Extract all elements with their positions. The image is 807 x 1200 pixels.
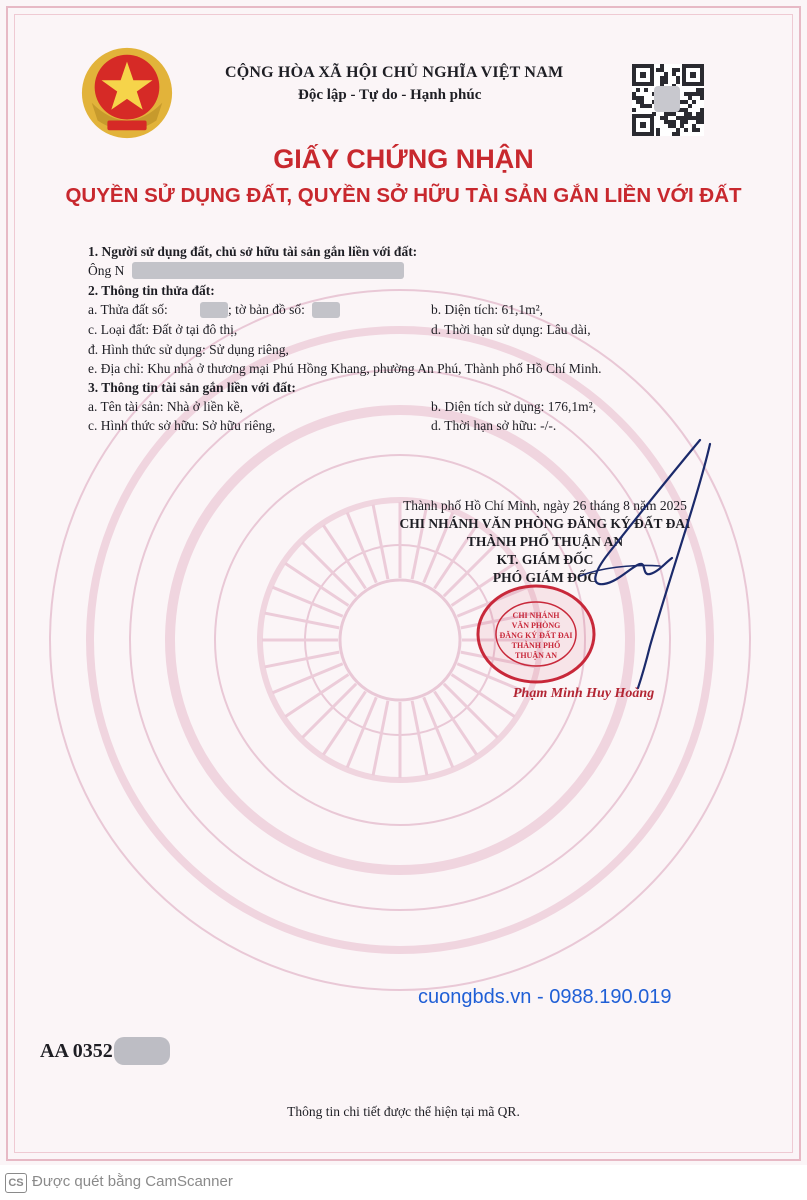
owner-prefix: Ông N <box>88 263 125 278</box>
svg-text:THÀNH PHỐ: THÀNH PHỐ <box>511 641 561 650</box>
svg-text:THUẬN AN: THUẬN AN <box>514 651 558 660</box>
svg-text:VĂN PHÒNG: VĂN PHÒNG <box>511 621 561 630</box>
scanner-footer <box>0 1165 807 1200</box>
certificate-subtitle: QUYỀN SỬ DỤNG ĐẤT, QUYỀN SỞ HỮU TÀI SẢN GẮN LIỀN VỚI ĐẤT <box>65 184 742 207</box>
national-motto: Độc lập - Tự do - Hạnh phúc <box>298 87 482 103</box>
svg-text:CHI NHÁNH: CHI NHÁNH <box>512 611 560 620</box>
land-use-term: d. Thời hạn sử dụng: Lâu dài, <box>431 322 591 337</box>
section1-heading: 1. Người sử dụng đất, chủ sở hữu tài sản gắn liền với đất: <box>88 244 418 259</box>
redacted-map-sheet-number <box>312 302 340 318</box>
issuing-office-line1: CHI NHÁNH VĂN PHÒNG ĐĂNG KÝ ĐẤT ĐAI <box>399 516 691 531</box>
parcel-number-label: a. Thửa đất số: <box>88 302 168 317</box>
state-emblem-icon <box>78 44 176 142</box>
asset-floor-area: b. Diện tích sử dụng: 176,1m², <box>431 399 597 414</box>
redacted-serial-suffix <box>114 1037 170 1065</box>
redacted-parcel-number <box>200 302 228 318</box>
qr-code-icon <box>632 64 704 136</box>
asset-ownership-form: c. Hình thức sở hữu: Sở hữu riêng, <box>88 418 276 433</box>
qr-note: Thông tin chi tiết được thể hiện tại mã QR. <box>287 1104 520 1119</box>
land-usage-form: đ. Hình thức sử dụng: Sử dụng riêng, <box>88 342 289 357</box>
national-name: CỘNG HÒA XÃ HỘI CHỦ NGHĨA VIỆT NAM <box>225 64 564 81</box>
signing-place-date: Thành phố Hồ Chí Minh, ngày 26 tháng 8 năm 2025 <box>403 498 687 513</box>
issuing-office-line2: THÀNH PHỐ THUẬN AN <box>466 534 624 549</box>
svg-text:ĐĂNG KÝ ĐẤT ĐAI: ĐĂNG KÝ ĐẤT ĐAI <box>499 631 573 640</box>
signatory-role: PHÓ GIÁM ĐỐC <box>492 570 598 585</box>
redacted-owner-name <box>132 262 404 279</box>
certificate-title: GIẤY CHỨNG NHẬN <box>273 144 534 174</box>
land-address: e. Địa chỉ: Khu nhà ở thương mại Phú Hồng Khang, phường An Phú, Thành phố Hồ Chí Minh. <box>88 361 602 376</box>
section3-heading: 3. Thông tin tài sản gắn liền với đất: <box>88 380 296 395</box>
signatory-kt: KT. GIÁM ĐỐC <box>496 552 594 567</box>
asset-ownership-term: d. Thời hạn sở hữu: -/-. <box>431 418 557 433</box>
camscanner-label: Được quét bằng CamScanner <box>32 1173 233 1190</box>
serial-number-prefix: AA 0352 <box>40 1040 113 1062</box>
land-area: b. Diện tích: 61,1m², <box>431 302 544 317</box>
camscanner-logo-icon: CS <box>5 1173 27 1193</box>
map-sheet-label: ; tờ bản đồ số: <box>228 302 305 317</box>
overlay-watermark: cuongbds.vn - 0988.190.019 <box>418 986 672 1008</box>
land-type: c. Loại đất: Đất ở tại đô thị, <box>88 322 238 337</box>
handwritten-signature <box>560 436 730 696</box>
signer-name: Phạm Minh Huy Hoàng <box>513 686 655 701</box>
section2-heading: 2. Thông tin thửa đất: <box>88 283 215 298</box>
asset-name: a. Tên tài sản: Nhà ở liền kề, <box>88 399 243 414</box>
